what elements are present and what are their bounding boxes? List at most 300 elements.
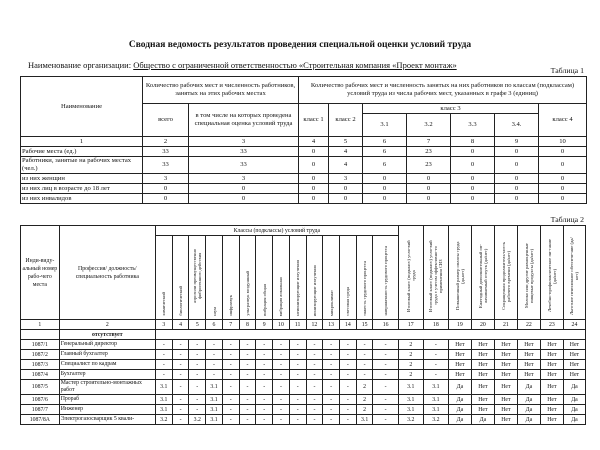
table-cell: 0 — [407, 194, 451, 204]
table-cell: - — [323, 395, 340, 405]
column-number: 3 — [189, 137, 299, 147]
table-cell: Нет — [540, 360, 563, 370]
table-row — [21, 340, 586, 350]
table-cell: 0 — [189, 184, 299, 194]
table-cell: Да — [563, 405, 585, 415]
factor-header: напряженность трудового процесса — [383, 246, 389, 316]
column-number: 19 — [448, 320, 471, 330]
table-cell: Нет — [471, 360, 494, 370]
header-final-class: Итоговый класс (подкласс) усло-вий труда — [405, 240, 416, 312]
table-cell: - — [289, 360, 306, 370]
column-number: 2 — [59, 320, 155, 330]
table-cell: - — [222, 380, 239, 395]
column-number: 8 — [451, 137, 495, 147]
table-cell: 3 — [189, 174, 299, 184]
table-cell: - — [356, 370, 373, 380]
table-cell: - — [239, 370, 256, 380]
table-row — [21, 174, 587, 184]
table-cell: Нет — [540, 370, 563, 380]
table-cell: 3.1 — [206, 405, 223, 415]
table-cell: Нет — [471, 380, 494, 395]
table-cell: Нет — [494, 395, 517, 405]
table-row — [21, 194, 587, 204]
header-therapeutic-food: Лечебно-профилактическое пи-тание (да/нет) — [546, 239, 557, 313]
table-cell: Нет — [563, 350, 585, 360]
table-cell: - — [222, 370, 239, 380]
table-cell: 2 — [398, 360, 423, 370]
table-cell: 0 — [363, 174, 407, 184]
table-row — [21, 405, 586, 415]
table-cell: - — [206, 360, 223, 370]
table-cell: - — [289, 370, 306, 380]
table-cell: 6 — [363, 157, 407, 174]
table-cell: - — [189, 370, 206, 380]
workplace-id: 1087/3 — [21, 360, 60, 370]
column-number: 1 — [21, 137, 143, 147]
factor-header: неионизирующие излучения — [295, 260, 301, 316]
row-label: из них лиц в возрасте до 18 лет — [21, 184, 143, 194]
header-class-4: класс 4 — [539, 104, 587, 137]
factor-header: тяжесть трудового процесса — [362, 260, 368, 316]
table-cell: Да — [448, 395, 471, 405]
factor-header: аэрозоли преимущественно фиброгенного действия — [192, 248, 203, 304]
table-cell: - — [289, 415, 306, 425]
table-row — [21, 415, 586, 425]
table-cell: - — [373, 360, 398, 370]
header-assessed: в том числе на которых проведена специальная оценка условий труда — [189, 104, 299, 137]
table-row — [21, 184, 587, 194]
table-cell: Нет — [517, 370, 540, 380]
table-cell: Нет — [494, 380, 517, 395]
table-cell: - — [273, 380, 290, 395]
profession: Бухгалтер — [59, 370, 155, 380]
table-cell: - — [340, 415, 357, 425]
table-cell: - — [222, 360, 239, 370]
profession: Генеральный директор — [59, 340, 155, 350]
factor-header: вибрация общая — [261, 284, 267, 316]
table-row — [21, 147, 587, 157]
table-cell: 2 — [356, 395, 373, 405]
workplace-id: 1087/5 — [21, 380, 60, 395]
table-cell: - — [222, 395, 239, 405]
table-cell: 4 — [329, 147, 363, 157]
table-cell: - — [206, 370, 223, 380]
profession: Специалист по кадрам — [59, 360, 155, 370]
table-cell: - — [172, 360, 189, 370]
table-cell: 0 — [299, 174, 329, 184]
table-cell: Да — [448, 405, 471, 415]
table-cell: 3.1 — [398, 380, 423, 395]
column-number: 23 — [540, 320, 563, 330]
table-cell: 23 — [407, 157, 451, 174]
table-cell: 3.2 — [423, 415, 448, 425]
table-cell: - — [340, 340, 357, 350]
factor-header: ультразвук воздушный — [244, 271, 250, 316]
table-cell: 0 — [451, 194, 495, 204]
table-cell: Нет — [494, 340, 517, 350]
table-cell: Да — [448, 415, 471, 425]
table-cell: 0 — [363, 194, 407, 204]
header-extra-leave: Ежегодный дополнительный оп-лачиваемый отпуск (да/нет) — [477, 244, 488, 308]
column-number: 12 — [306, 320, 323, 330]
table-cell: - — [340, 380, 357, 395]
table-cell: - — [323, 360, 340, 370]
table-cell: Да — [471, 415, 494, 425]
table-cell: - — [273, 360, 290, 370]
column-number-row — [21, 137, 587, 147]
table-cell: - — [306, 415, 323, 425]
table-cell: 0 — [407, 184, 451, 194]
table-cell: Нет — [448, 360, 471, 370]
column-number: 7 — [222, 320, 239, 330]
column-number: 2 — [143, 137, 189, 147]
workplace-id: 1087/6 — [21, 395, 60, 405]
header-class-3: класс 3 — [363, 104, 539, 114]
table-cell: - — [155, 350, 172, 360]
organization-name: Обществo с ограниченной ответственностью «Строительная компания «Проект монтаж» — [133, 60, 457, 70]
table-cell: 0 — [299, 147, 329, 157]
column-number: 6 — [206, 320, 223, 330]
table-cell: Да — [517, 395, 540, 405]
row-label: Работники, занятые на рабочих местах (чел.) — [21, 157, 143, 174]
table-cell: 0 — [299, 184, 329, 194]
factor-header: микроклимат — [328, 290, 334, 316]
table-cell: - — [189, 350, 206, 360]
column-number: 9 — [495, 137, 539, 147]
column-number: 14 — [340, 320, 357, 330]
table-cell: 0 — [539, 194, 587, 204]
table-cell: 3.1 — [206, 395, 223, 405]
table-cell: 2 — [356, 380, 373, 395]
table-cell: - — [222, 340, 239, 350]
table2-number: Таблица 2 — [550, 215, 584, 224]
table-cell: Нет — [540, 380, 563, 395]
workplace-id: 1087/7 — [21, 405, 60, 415]
table-cell: - — [273, 405, 290, 415]
table-cell: - — [222, 405, 239, 415]
table-row — [21, 370, 586, 380]
column-number: 3 — [155, 320, 172, 330]
table-cell: 0 — [363, 184, 407, 194]
table-cell: 3.1 — [206, 415, 223, 425]
table-cell: - — [373, 415, 398, 425]
table-cell: Нет — [471, 340, 494, 350]
header-milk: Молоко или другие равноценные пищевые продукты (да/нет) — [523, 243, 534, 309]
table-cell: 0 — [539, 174, 587, 184]
table-cell: Нет — [494, 370, 517, 380]
table-cell: - — [172, 395, 189, 405]
table-cell: - — [289, 395, 306, 405]
table-cell: - — [239, 380, 256, 395]
column-number: 17 — [398, 320, 423, 330]
table-cell: - — [273, 350, 290, 360]
header-class-3-1: 3.1 — [363, 114, 407, 137]
table-cell: - — [172, 380, 189, 395]
row-label: из них инвалидов — [21, 194, 143, 204]
table-cell: - — [172, 415, 189, 425]
table-cell: - — [239, 395, 256, 405]
table-cell: - — [306, 395, 323, 405]
table-cell: - — [356, 340, 373, 350]
table-cell: Нет — [471, 405, 494, 415]
column-number: 5 — [189, 320, 206, 330]
factor-header: химический — [161, 292, 167, 316]
table-cell: - — [239, 350, 256, 360]
header-pension: Льготное пенсионное обеспече-ние (да/нет) — [569, 237, 580, 315]
factor-header: световая среда — [345, 287, 351, 316]
table-cell: 33 — [189, 147, 299, 157]
column-number: 5 — [329, 137, 363, 147]
table-cell: - — [256, 360, 273, 370]
table-cell: - — [323, 405, 340, 415]
table-cell: - — [306, 340, 323, 350]
header-class-2: класс 2 — [329, 104, 363, 137]
table-cell: 3.1 — [155, 380, 172, 395]
table-cell: - — [189, 360, 206, 370]
table-cell: 0 — [407, 174, 451, 184]
table-cell: Нет — [448, 350, 471, 360]
table-cell: Да — [517, 405, 540, 415]
table-cell: 3 — [143, 174, 189, 184]
table-cell: Нет — [563, 340, 585, 350]
table-cell: 0 — [299, 157, 329, 174]
table-cell: 0 — [189, 194, 299, 204]
header-class-1: класс 1 — [299, 104, 329, 137]
summary-table — [20, 76, 587, 204]
factor-header: ионизирующие излучения — [311, 264, 317, 316]
table-cell: 0 — [329, 194, 363, 204]
table-cell: - — [239, 360, 256, 370]
table-cell: Да — [517, 380, 540, 395]
table-row — [21, 350, 586, 360]
table-cell: - — [340, 395, 357, 405]
table-cell: - — [340, 405, 357, 415]
table-cell: Нет — [563, 370, 585, 380]
table-cell: 6 — [363, 147, 407, 157]
table-cell: Нет — [517, 340, 540, 350]
table-cell: - — [306, 405, 323, 415]
column-number: 6 — [363, 137, 407, 147]
table-cell: - — [189, 395, 206, 405]
table-cell: - — [340, 360, 357, 370]
column-number: 13 — [323, 320, 340, 330]
table-cell: - — [189, 340, 206, 350]
table-cell: 3.1 — [398, 395, 423, 405]
table-cell: 2 — [398, 350, 423, 360]
table-cell: - — [256, 405, 273, 415]
profession: Главный бухгалтер — [59, 350, 155, 360]
table-cell: - — [172, 405, 189, 415]
table-cell: 3.1 — [398, 405, 423, 415]
table-cell: Нет — [448, 340, 471, 350]
table-cell: - — [373, 350, 398, 360]
table-cell: 3.2 — [189, 415, 206, 425]
table-cell: - — [155, 360, 172, 370]
table-cell: Нет — [540, 395, 563, 405]
table-cell: 0 — [495, 184, 539, 194]
table-cell: - — [423, 340, 448, 350]
table-cell: - — [373, 340, 398, 350]
table-cell: - — [239, 405, 256, 415]
table-cell: - — [323, 340, 340, 350]
table-cell: - — [373, 370, 398, 380]
table-cell: - — [423, 350, 448, 360]
table-cell: 0 — [329, 184, 363, 194]
column-number: 21 — [494, 320, 517, 330]
workplace-id: 1087/8А — [21, 415, 60, 425]
factor-header: шум — [211, 307, 217, 316]
table-cell: - — [172, 340, 189, 350]
table-cell: - — [222, 415, 239, 425]
table-cell: - — [155, 340, 172, 350]
table-cell: Нет — [494, 405, 517, 415]
table-cell: 3.1 — [423, 395, 448, 405]
header-reduced-hours: Сокращенная продолжитель-ность рабочего времени (да/нет) — [500, 241, 511, 311]
profession: Прораб — [59, 395, 155, 405]
table-cell: Да — [448, 380, 471, 395]
table-row — [21, 395, 586, 405]
table-cell: - — [323, 415, 340, 425]
column-number: 7 — [407, 137, 451, 147]
table-cell: - — [423, 370, 448, 380]
table-cell: Нет — [540, 350, 563, 360]
table-cell: 0 — [495, 147, 539, 157]
column-number: 22 — [517, 320, 540, 330]
table-cell: - — [256, 395, 273, 405]
column-number: 4 — [299, 137, 329, 147]
table-cell: - — [340, 350, 357, 360]
table-cell: 3.2 — [155, 415, 172, 425]
subheading-row — [21, 330, 586, 340]
table-cell: - — [239, 340, 256, 350]
table-cell: 0 — [539, 147, 587, 157]
document-title: Сводная ведомость результатов проведения специальной оценки условий труда — [128, 40, 472, 50]
factor-header: вибрация локальная — [278, 276, 284, 316]
table-cell: - — [306, 360, 323, 370]
workplace-table — [20, 225, 586, 425]
table-cell: Да — [563, 415, 585, 425]
table-cell: 0 — [451, 147, 495, 157]
factor-header: биологический — [178, 286, 184, 316]
table-cell: Да — [563, 380, 585, 395]
workplace-table-body — [21, 340, 586, 425]
table-cell: - — [306, 350, 323, 360]
header-factor-classes: Классы (подклассы) условий труда — [155, 226, 398, 236]
table-cell: Нет — [494, 350, 517, 360]
table-cell: 23 — [407, 147, 451, 157]
table-cell: - — [356, 350, 373, 360]
table-cell: 3.1 — [155, 395, 172, 405]
organization-label: Наименование организации: — [28, 60, 132, 70]
table-cell: - — [256, 415, 273, 425]
table-cell: 3.1 — [206, 380, 223, 395]
table-cell: Нет — [563, 360, 585, 370]
header-class-3-2: 3.2 — [407, 114, 451, 137]
table-cell: - — [206, 340, 223, 350]
table-cell: Нет — [448, 370, 471, 380]
header-workplace-id: Инди-виду-альный номер рабо-чего места — [21, 226, 60, 320]
table-cell: 0 — [495, 157, 539, 174]
table-cell: - — [256, 350, 273, 360]
header-workplaces-group: Количество рабочих мест и численность работников, занятых на этих рабочих местах — [143, 77, 299, 104]
table-cell: 0 — [495, 194, 539, 204]
table-cell: - — [423, 360, 448, 370]
table-cell: 3.2 — [398, 415, 423, 425]
header-class-3-4: 3.4. — [495, 114, 539, 137]
table-cell: - — [289, 380, 306, 395]
table-cell: - — [373, 395, 398, 405]
table-cell: 33 — [143, 157, 189, 174]
table-cell: 0 — [143, 194, 189, 204]
table-cell: 0 — [451, 157, 495, 174]
table-cell: - — [256, 370, 273, 380]
column-number: 11 — [289, 320, 306, 330]
table-cell: - — [273, 415, 290, 425]
table-cell: Нет — [494, 415, 517, 425]
summary-table-body — [21, 147, 587, 204]
table-cell: 3.1 — [155, 405, 172, 415]
table-cell: 2 — [398, 370, 423, 380]
table-row — [21, 380, 586, 395]
table-cell: Да — [517, 415, 540, 425]
column-number: 16 — [373, 320, 398, 330]
row-label: Рабочие места (ед.) — [21, 147, 143, 157]
table-cell: Нет — [517, 360, 540, 370]
table-cell: Нет — [471, 350, 494, 360]
table-cell: - — [273, 340, 290, 350]
header-increased-pay: Повышенный размер оплаты труда (да,нет) — [454, 241, 465, 311]
table-cell: 0 — [495, 174, 539, 184]
table-row — [21, 360, 586, 370]
table-cell: - — [273, 395, 290, 405]
table-cell: - — [222, 350, 239, 360]
column-number: 1 — [21, 320, 60, 330]
table-cell: Нет — [540, 415, 563, 425]
table-cell: - — [172, 370, 189, 380]
factor-header: инфразвук — [228, 295, 234, 316]
profession: Мастер строительно-монтажных работ — [59, 380, 155, 395]
column-number: 24 — [563, 320, 585, 330]
table-cell: 3.1 — [423, 405, 448, 415]
table-cell: 2 — [398, 340, 423, 350]
table-cell: 33 — [143, 147, 189, 157]
column-number: 9 — [256, 320, 273, 330]
table-cell: - — [206, 350, 223, 360]
table-cell: - — [189, 405, 206, 415]
table-cell: 0 — [451, 174, 495, 184]
column-number: 20 — [471, 320, 494, 330]
table-cell: - — [323, 370, 340, 380]
table-cell: - — [323, 380, 340, 395]
table-cell: - — [189, 380, 206, 395]
table-cell: - — [256, 340, 273, 350]
table-cell: - — [356, 360, 373, 370]
table-cell: - — [289, 350, 306, 360]
organization-line — [28, 60, 457, 70]
table-cell: Нет — [471, 395, 494, 405]
table-cell: - — [323, 350, 340, 360]
table-cell: - — [256, 380, 273, 395]
table-cell: Нет — [517, 350, 540, 360]
header-total: всего — [143, 104, 189, 137]
column-number: 10 — [539, 137, 587, 147]
table-cell: Нет — [540, 405, 563, 415]
table-cell: - — [373, 405, 398, 415]
table-cell: - — [239, 415, 256, 425]
table-cell: - — [172, 350, 189, 360]
table-cell: 3.1 — [356, 415, 373, 425]
column-number-row — [21, 320, 586, 330]
